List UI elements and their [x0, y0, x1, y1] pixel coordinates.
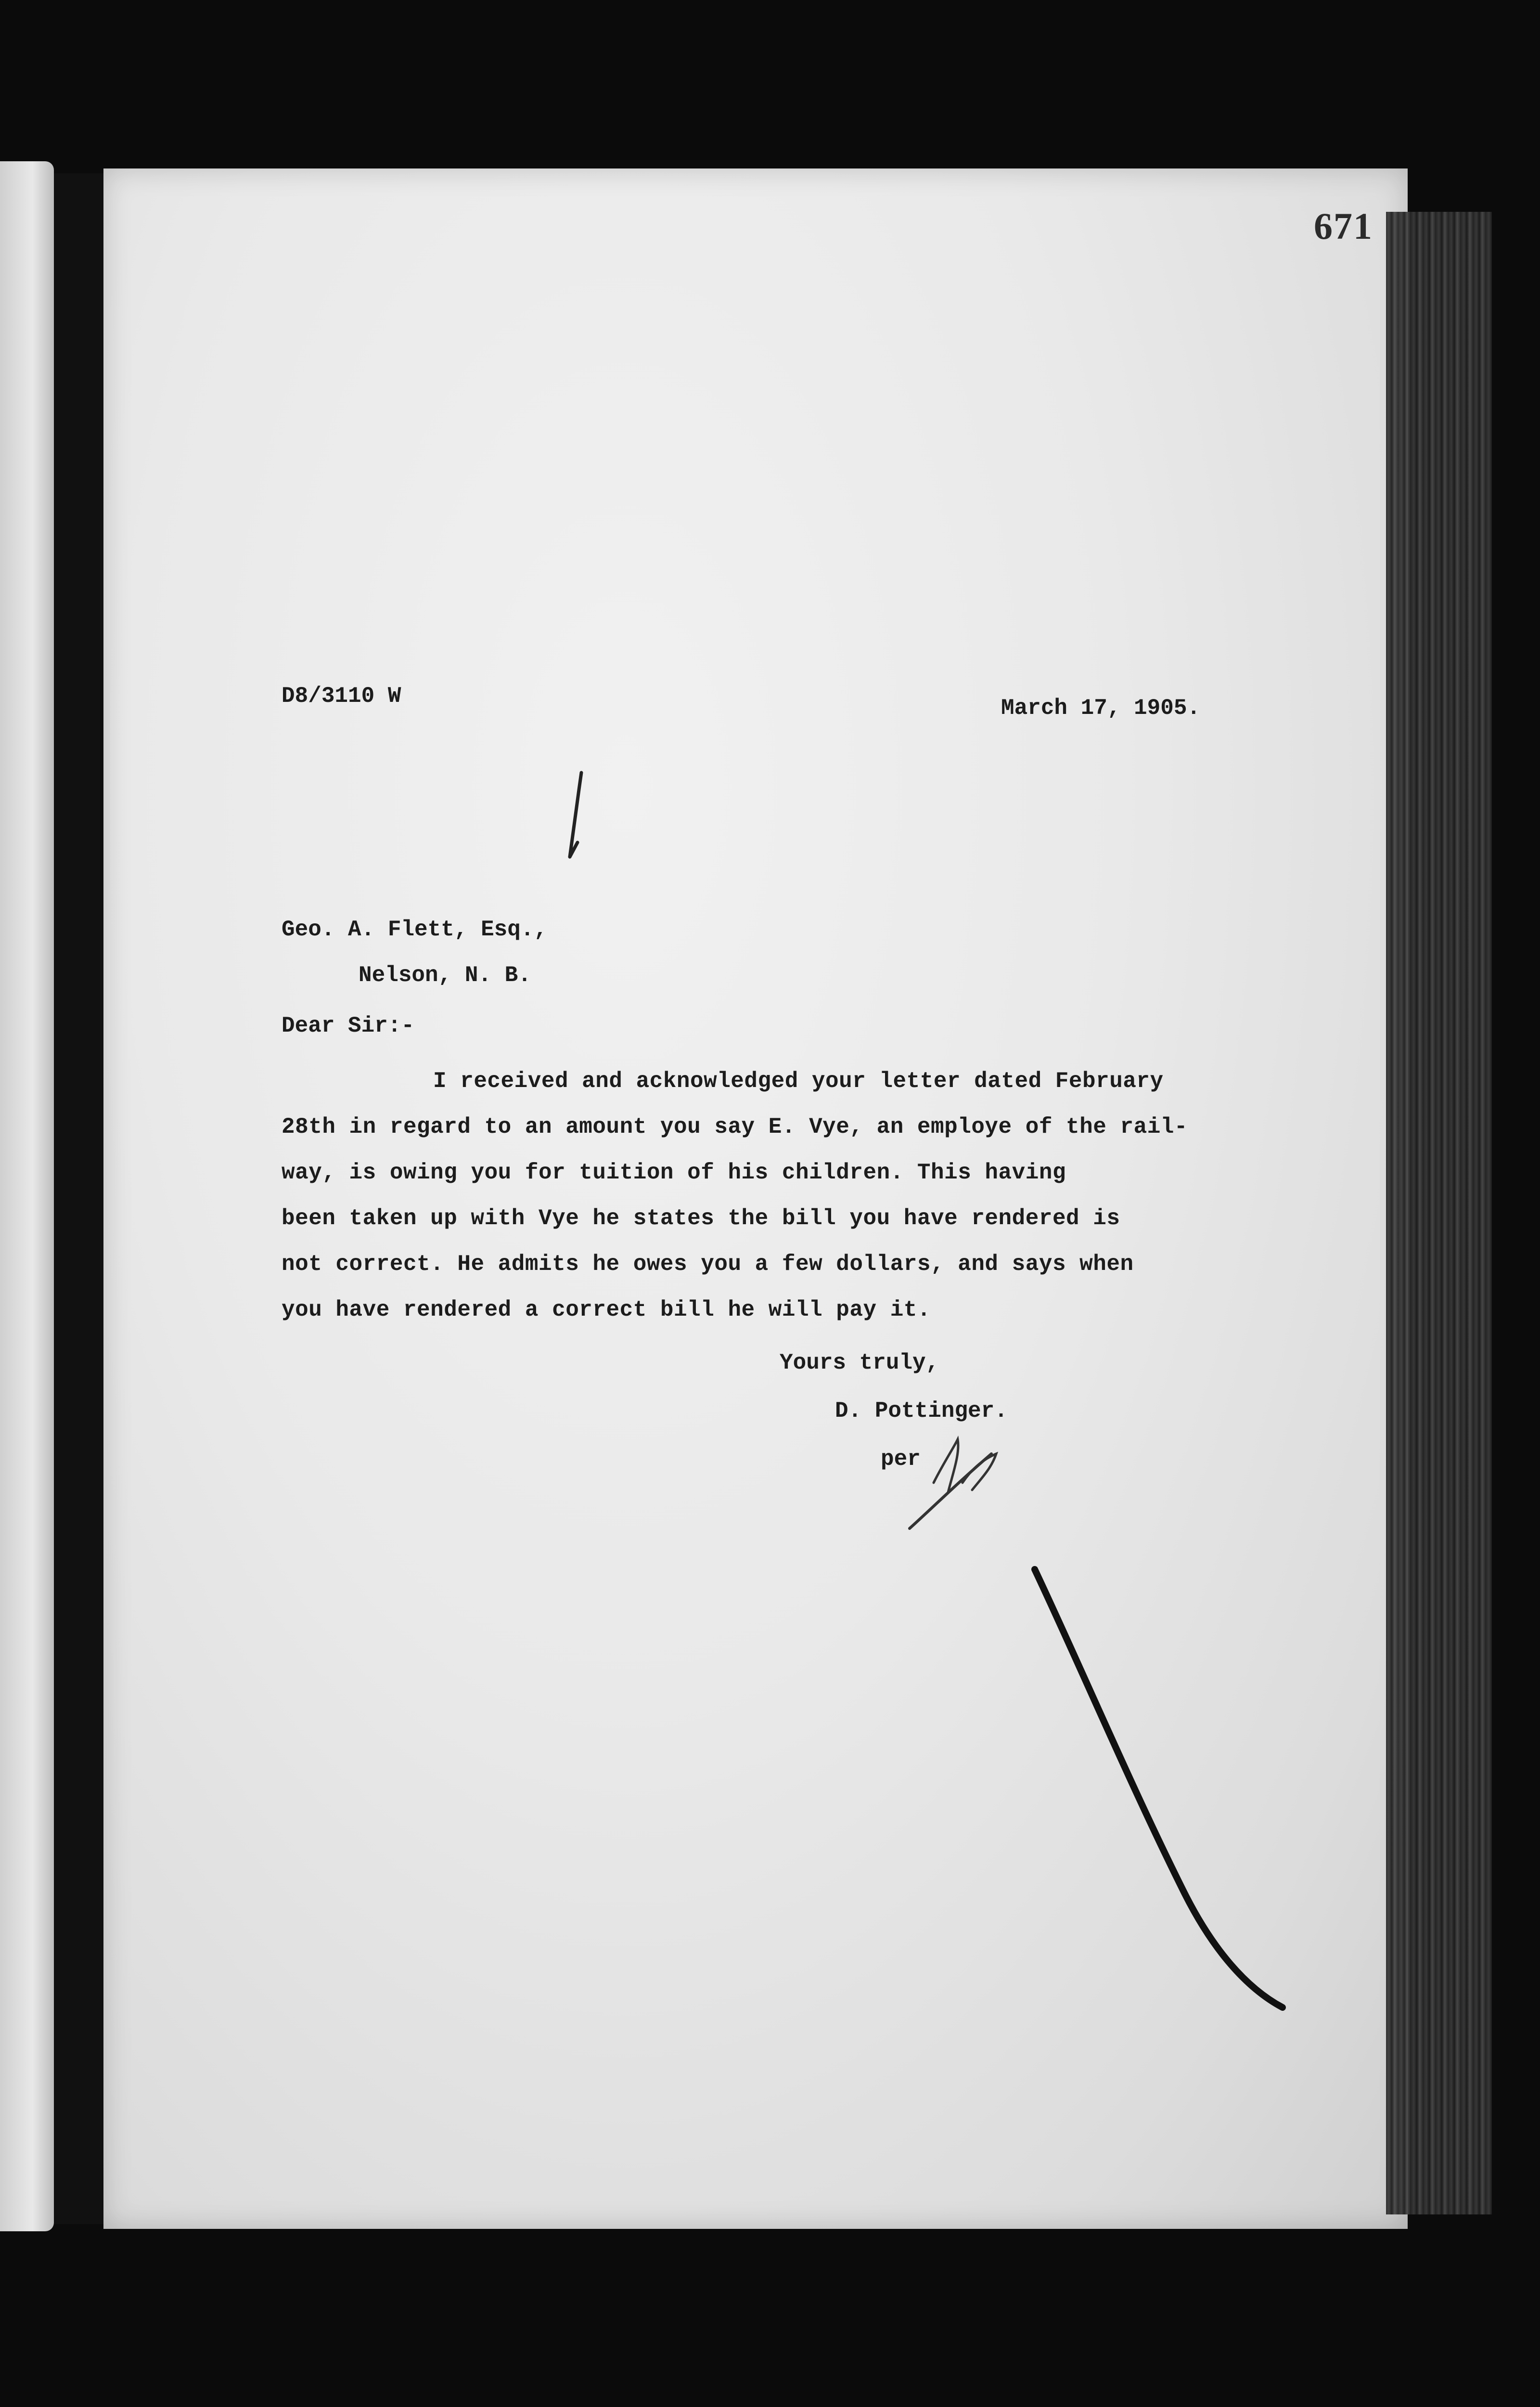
signatory: D. Pottinger. [835, 1398, 1008, 1423]
body-line: I received and acknowledged your letter dated February [433, 1069, 1164, 1094]
body-line: way, is owing you for tuition of his children. This having [282, 1160, 1066, 1185]
ink-stroke-mark [1020, 1555, 1299, 2017]
body-line: 28th in regard to an amount you say E. Vye, an employe of the rail- [282, 1114, 1188, 1139]
per-label: per [881, 1447, 921, 1472]
recipient-name: Geo. A. Flett, Esq., [282, 917, 548, 942]
handwritten-initials [900, 1425, 1015, 1540]
letter-date: March 17, 1905. [1001, 696, 1201, 721]
page-stack-edge [1386, 212, 1492, 2214]
body-line: been taken up with Vye he states the bill you have rendered is [282, 1206, 1120, 1231]
folio-number: 671 [1314, 205, 1373, 247]
adjacent-page-edge [0, 161, 54, 2231]
closing: Yours truly, [780, 1350, 939, 1375]
body-line: you have rendered a correct bill he will pay it. [282, 1297, 931, 1322]
pencil-tick-mark [563, 770, 592, 862]
salutation: Dear Sir:- [282, 1013, 415, 1038]
file-reference: D8/3110 W [282, 684, 401, 709]
body-line: not correct. He admits he owes you a few dollars, and says when [282, 1252, 1134, 1277]
recipient-place: Nelson, N. B. [359, 963, 531, 988]
